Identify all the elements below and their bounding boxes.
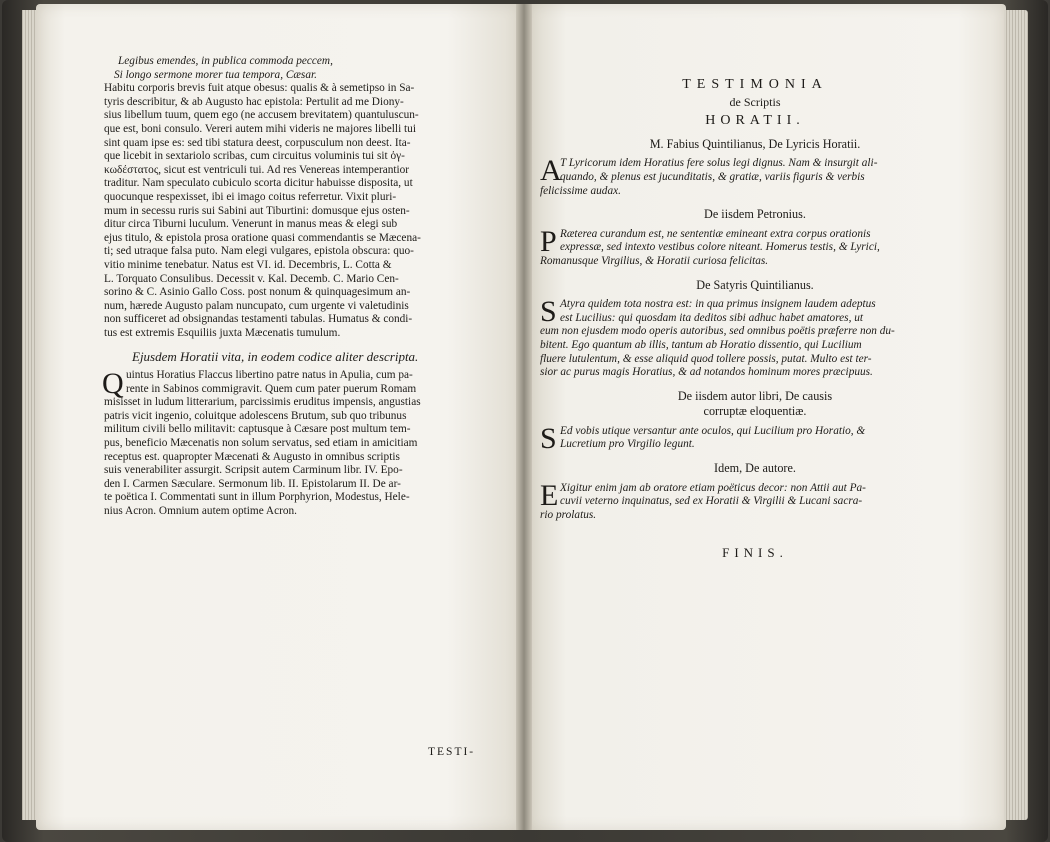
text-line: rio prolatus. xyxy=(540,508,597,521)
left-page-text xyxy=(104,55,504,519)
text-line: sorino & C. Asinio Gallo Coss. post nonum & quinquagesimum an- xyxy=(104,286,411,299)
text-line: uintus Horatius Flaccus libertino patre natus in Apulia, cum pa- xyxy=(126,369,413,382)
text-line: Atyra quidem tota nostra est: in qua primus insignem laudem adeptus xyxy=(560,298,876,311)
text-line: quocunque respexisset, ibi ei imago coitus referretur. Vixit pluri- xyxy=(104,190,397,203)
drop-cap: Q xyxy=(102,367,124,401)
text-line: expressæ, sed intexto vestibus colore niteant. Homerus testis, & Lyrici, xyxy=(560,241,880,254)
text-line: rente in Sabinos commigravit. Quem cum pater puerum Romam xyxy=(126,382,417,395)
text-line: tus est extremis Esquiliis juxta Mæcenatis tumulum. xyxy=(104,326,341,339)
text-line: ti; sed utraque falsa puto. Nam elegi vulgares, epistola obscura: quo- xyxy=(104,245,414,258)
text-line: ditur circa Tiburni luculum. Venerunt in manus meas & elegi sub xyxy=(104,218,398,231)
text-line: den I. Carmen Sæculare. Sermonum lib. II. Epistolarum II. De ar- xyxy=(104,477,401,490)
book-gutter xyxy=(516,4,532,830)
drop-cap: A xyxy=(540,154,562,188)
verse-line: Legibus emendes, in publica commoda peccem, xyxy=(118,55,333,67)
text-line: sior ac purus magis Horatius, & ad notandos hominum mores præcipuus. xyxy=(540,366,873,379)
text-line: suis venerabiliter assurgit. Scripsit autem Carminum libr. IV. Epo- xyxy=(104,464,403,477)
drop-cap: S xyxy=(540,295,557,329)
testimony-heading: De iisdem autor libri, De causis xyxy=(677,388,833,403)
text-line: Lucretium pro Virgilio legunt. xyxy=(560,438,695,451)
text-line: nius Acron. Omnium autem optime Acron. xyxy=(104,505,297,517)
drop-cap: E xyxy=(540,478,559,512)
testimony-quote xyxy=(540,224,970,269)
text-line: Habitu corporis brevis fuit atque obesus: qualis & à semetipso in Sa- xyxy=(104,82,415,95)
page-edges-right xyxy=(1004,10,1028,820)
testimony-heading: M. Fabius Quintilianus, De Lyricis Horatii. xyxy=(649,136,861,151)
text-line: T Lyricorum idem Horatius fere solus legi dignus. Nam & insurgit ali- xyxy=(560,157,878,170)
text-line: Romanusque Virgilius, & Horatii curiosa felicitas. xyxy=(540,254,769,267)
testimony-quote xyxy=(540,154,970,198)
text-line: misisset in ludum litterarium, parcissimis eruditus impensis, angustias xyxy=(104,396,421,409)
testimony-heading: De iisdem Petronius. xyxy=(704,207,806,222)
testimony-quote xyxy=(540,295,970,380)
biography-paragraph xyxy=(104,82,504,340)
text-line: Ræterea curandum est, ne sententiæ emineant extra corpus orationis xyxy=(560,227,871,240)
testimony-heading: Idem, De autore. xyxy=(714,461,796,476)
finis-mark: FINIS. xyxy=(722,545,788,561)
testimony-heading: De Satyris Quintilianus. xyxy=(696,277,814,292)
text-line: Ed vobis utique versantur ante oculos, qui Lucilium pro Horatio, & xyxy=(560,424,866,437)
text-line: κωδέστατος, sicut est ventriculi tui. Ad res Venereas intemperantior xyxy=(104,163,410,176)
text-line: pus, beneficio Mæcenatis non solum servatus, sed etiam in amicitiam xyxy=(104,437,418,450)
vita-paragraph xyxy=(104,369,504,519)
text-line: que licebit in sextariolo scribas, cum circuitus voluminis tui sit ὀγ- xyxy=(104,150,405,163)
text-line: tyris describitur, & ab Augusto hac epistola: Pertulit ad me Diony- xyxy=(104,95,404,108)
text-line: te poëtica I. Commentati sunt in illum Porphyrion, Modestus, Hele- xyxy=(104,491,410,504)
verse-line: Si longo sermone morer tua tempora, Cæsar. xyxy=(114,68,317,81)
text-line: L. Torquato Consulibus. Decessit v. Kal. Decemb. C. Mario Cen- xyxy=(104,272,399,285)
text-line: sius libellum tuum, quem ego (ne accusem brevitatem) quantuluscun- xyxy=(104,109,419,122)
text-line: receptus est. quapropter Mæcenati & Augusto in omnibus scriptis xyxy=(104,450,400,463)
text-line: Xigitur enim jam ab oratore etiam poëticus decor: non Attii aut Pa- xyxy=(560,481,866,494)
catchword: TESTI- xyxy=(428,746,476,758)
drop-cap: S xyxy=(540,421,557,455)
text-line: mum in secessu ruris sui Sabini aut Tiburtini: domusque ejus osten- xyxy=(104,204,410,217)
text-line: traditur. Nam speculato cubiculo scorta dicitur habuisse disposita, ut xyxy=(104,177,413,190)
text-line: quando, & plenus est jucunditatis, & gratiæ, variis figuris & verbis xyxy=(560,170,865,183)
testimony-heading: corruptæ eloquentiæ. xyxy=(703,404,807,419)
text-line: est Lucilius: qui quosdam ita deditos sibi adhuc habet amatores, ut xyxy=(560,311,864,324)
text-line: ejus titulo, & epistola prosa oratione quasi commendantis se Mæcena- xyxy=(104,231,421,244)
text-line: sint quam ipse es: sed tibi statura deest, corpusculum non deest. Ita- xyxy=(104,136,411,149)
text-line: eum non ejusdem modo operis autoribus, sed omnibus poëtis præferre non du- xyxy=(540,325,895,338)
page-title: TESTIMONIA xyxy=(682,77,828,92)
text-line: cuvii veterno inquinatus, sed ex Horatii & Virgilii & Lucani sacra- xyxy=(560,495,863,508)
section-heading: Ejusdem Horatii vita, in eodem codice aliter descripta. xyxy=(132,349,419,365)
text-line: vitio minime tenebatur. Natus est VI. id. Decembris, L. Cotta & xyxy=(104,258,392,271)
text-line: patris vicit ingenio, coluitque adolescens Brutum, sub quo tribunus xyxy=(104,409,407,422)
text-line: fluere lutulentum, & esse aliquid quod tollere possis, putat. Multo est ter- xyxy=(540,352,872,365)
right-page-text xyxy=(540,78,970,560)
text-line: bitent. Ego quantum ab illis, tantum ab Horatio dissentio, qui Lucilium xyxy=(540,338,862,351)
text-line: felicissime audax. xyxy=(540,184,621,197)
page-subtitle: de Scriptis xyxy=(729,94,781,109)
text-line: non sufficeret ad obsignandas testamenti tabulas. Humatus & condi- xyxy=(104,313,413,326)
text-line: num, hærede Augusto palam nuncupato, cum urgente vi valetudinis xyxy=(104,299,409,312)
drop-cap: P xyxy=(540,224,557,258)
testimony-quote xyxy=(540,478,970,523)
page-title-name: HORATII. xyxy=(705,113,805,129)
text-line: militum civili bello militavit: captusque à Cæsare post multum tem- xyxy=(104,423,411,436)
text-line: que est, boni consulo. Vereri autem mihi videris ne majores libelli tui xyxy=(104,122,416,135)
testimony-quote xyxy=(540,421,970,455)
